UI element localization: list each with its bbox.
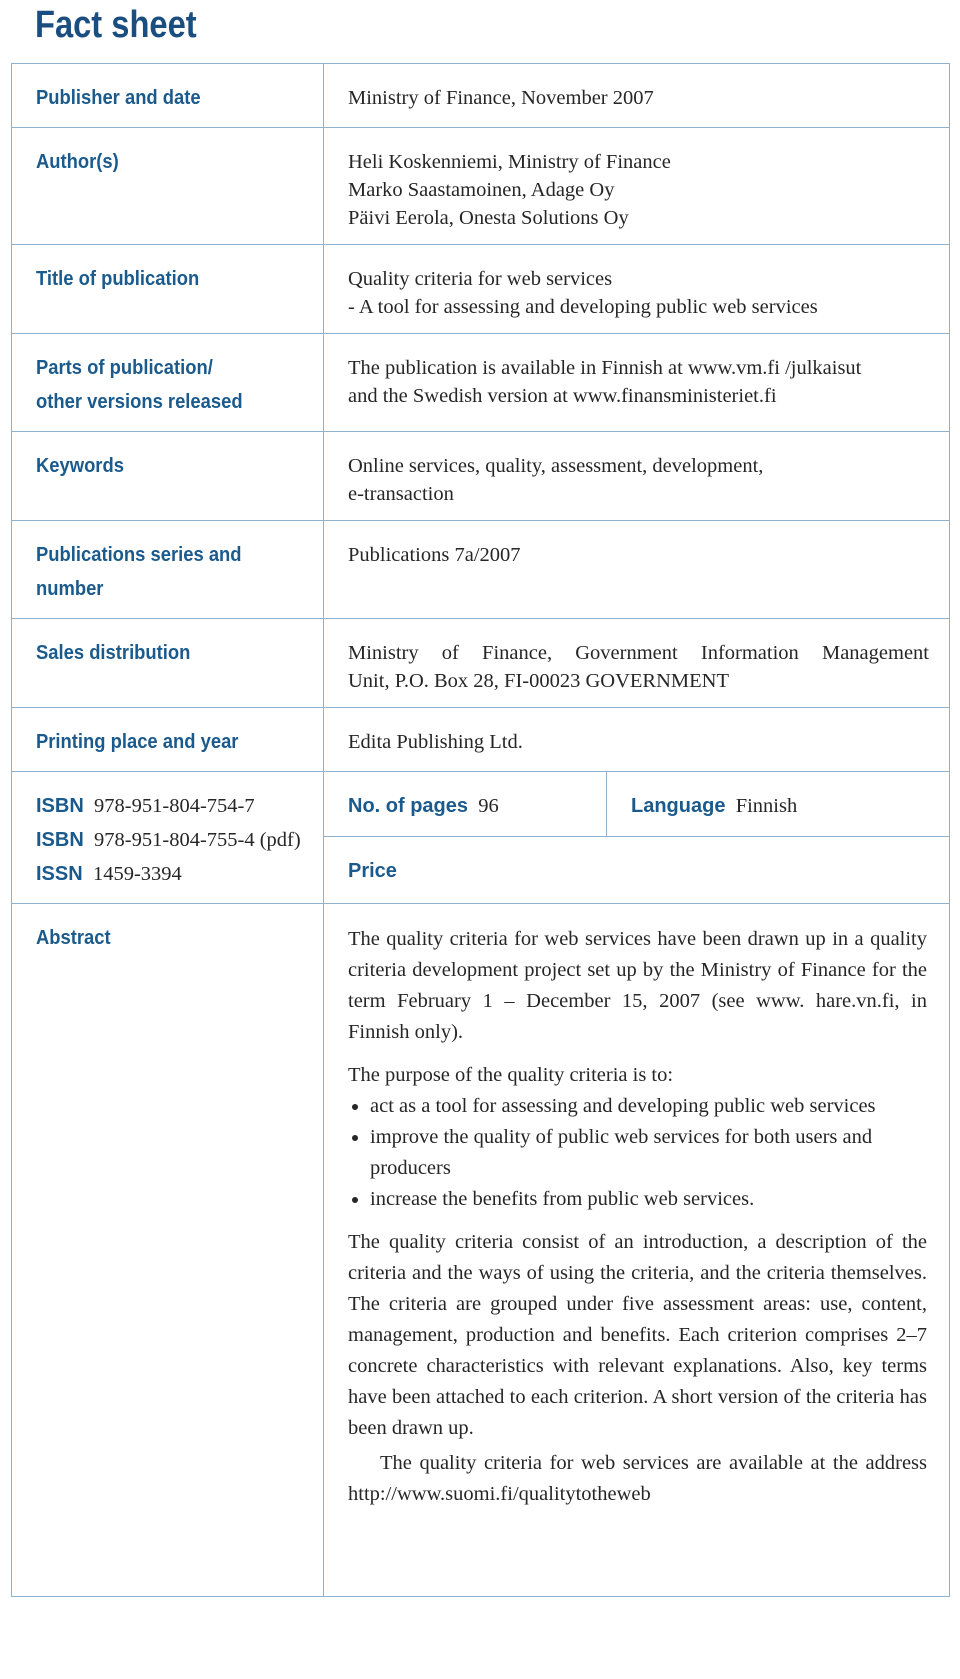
row-parts — [12, 334, 950, 432]
sales-value: Ministry of Finance, Government Information Management Unit, P.O. Box 28, FI-00023 GOVERNMENT — [324, 619, 950, 708]
author-2: Marko Saastamoinen, Adage Oy — [348, 179, 615, 201]
title-value: Quality criteria for web services - A tool for assessing and developing public web services — [324, 245, 950, 334]
parts-label: Parts of publication/ other versions released — [12, 334, 324, 432]
abstract-purpose-intro: The purpose of the quality criteria is to: — [348, 1064, 674, 1086]
row-series — [12, 521, 950, 619]
language-value: Finnish — [735, 795, 798, 817]
abstract-label: Abstract — [12, 904, 324, 1597]
row-publisher — [12, 64, 950, 128]
row-authors — [12, 128, 950, 245]
abstract-paragraph-1: The quality criteria for web services have been drawn up in a quality criteria development project set up by the Ministry of Finance for the term February 1 – December 15, 2007 (see www. hare.vn.fi, in Finnish only). — [348, 928, 927, 1043]
publisher-value: Ministry of Finance, November 2007 — [324, 64, 950, 128]
series-label: Publications series and number — [12, 521, 324, 619]
page-title: Fact sheet — [35, 4, 197, 46]
row-identifiers — [12, 772, 950, 837]
identifiers-cell — [12, 772, 324, 904]
list-item: • improve the quality of public web services for both users and producers — [370, 1122, 927, 1184]
list-item: • increase the benefits from public web services. — [370, 1184, 927, 1215]
row-abstract — [12, 904, 950, 1597]
pages-label: No. of pages — [348, 795, 469, 817]
authors-label: Author(s) — [12, 128, 324, 245]
language-cell — [607, 772, 950, 837]
abstract-purpose-list — [348, 1091, 927, 1215]
pages-value: 96 — [478, 795, 499, 817]
series-value: Publications 7a/2007 — [324, 521, 950, 619]
list-item: • act as a tool for assessing and developing public web services — [370, 1091, 927, 1122]
abstract-body — [324, 904, 950, 1597]
keywords-label: Keywords — [12, 432, 324, 521]
row-printing — [12, 708, 950, 772]
parts-value: The publication is available in Finnish at www.vm.fi /julkaisut and the Swedish version at www.finansministeriet.fi — [324, 334, 950, 432]
isbn-line-1: ISBN 978-951-804-754-7 — [36, 795, 255, 817]
language-label: Language — [631, 795, 726, 817]
authors-value — [324, 128, 950, 245]
price-label: Price — [348, 860, 397, 883]
printing-label: Printing place and year — [12, 708, 324, 772]
title-label: Title of publication — [12, 245, 324, 334]
row-title — [12, 245, 950, 334]
row-sales — [12, 619, 950, 708]
sales-label: Sales distribution — [12, 619, 324, 708]
abstract-paragraph-3: The quality criteria consist of an introduction, a description of the criteria and the ways of using the criteria, and the criteria themselves. The criteria are grouped under five assessment areas: use, content, management, production and benefits. Each criterion comprises 2–7 concrete characteristics with relevant explanations. Also, key terms have been attached to each criterion. A short version of the criteria has been drawn up. — [348, 1231, 927, 1439]
keywords-value: Online services, quality, assessment, development, e-transaction — [324, 432, 950, 521]
price-cell — [324, 837, 950, 904]
publisher-label: Publisher and date — [12, 64, 324, 128]
issn-line: ISSN 1459-3394 — [36, 863, 182, 885]
isbn-line-2: ISBN 978-951-804-755-4 (pdf) — [36, 829, 301, 851]
pages-cell — [324, 772, 607, 837]
author-3: Päivi Eerola, Onesta Solutions Oy — [348, 207, 629, 229]
printing-value: Edita Publishing Ltd. — [324, 708, 950, 772]
fact-sheet-table — [11, 63, 950, 1597]
author-1: Heli Koskenniemi, Ministry of Finance — [348, 151, 671, 173]
row-keywords — [12, 432, 950, 521]
abstract-paragraph-4: The quality criteria for web services are available at the address http://www.suomi.fi/qualitytotheweb — [348, 1452, 927, 1505]
